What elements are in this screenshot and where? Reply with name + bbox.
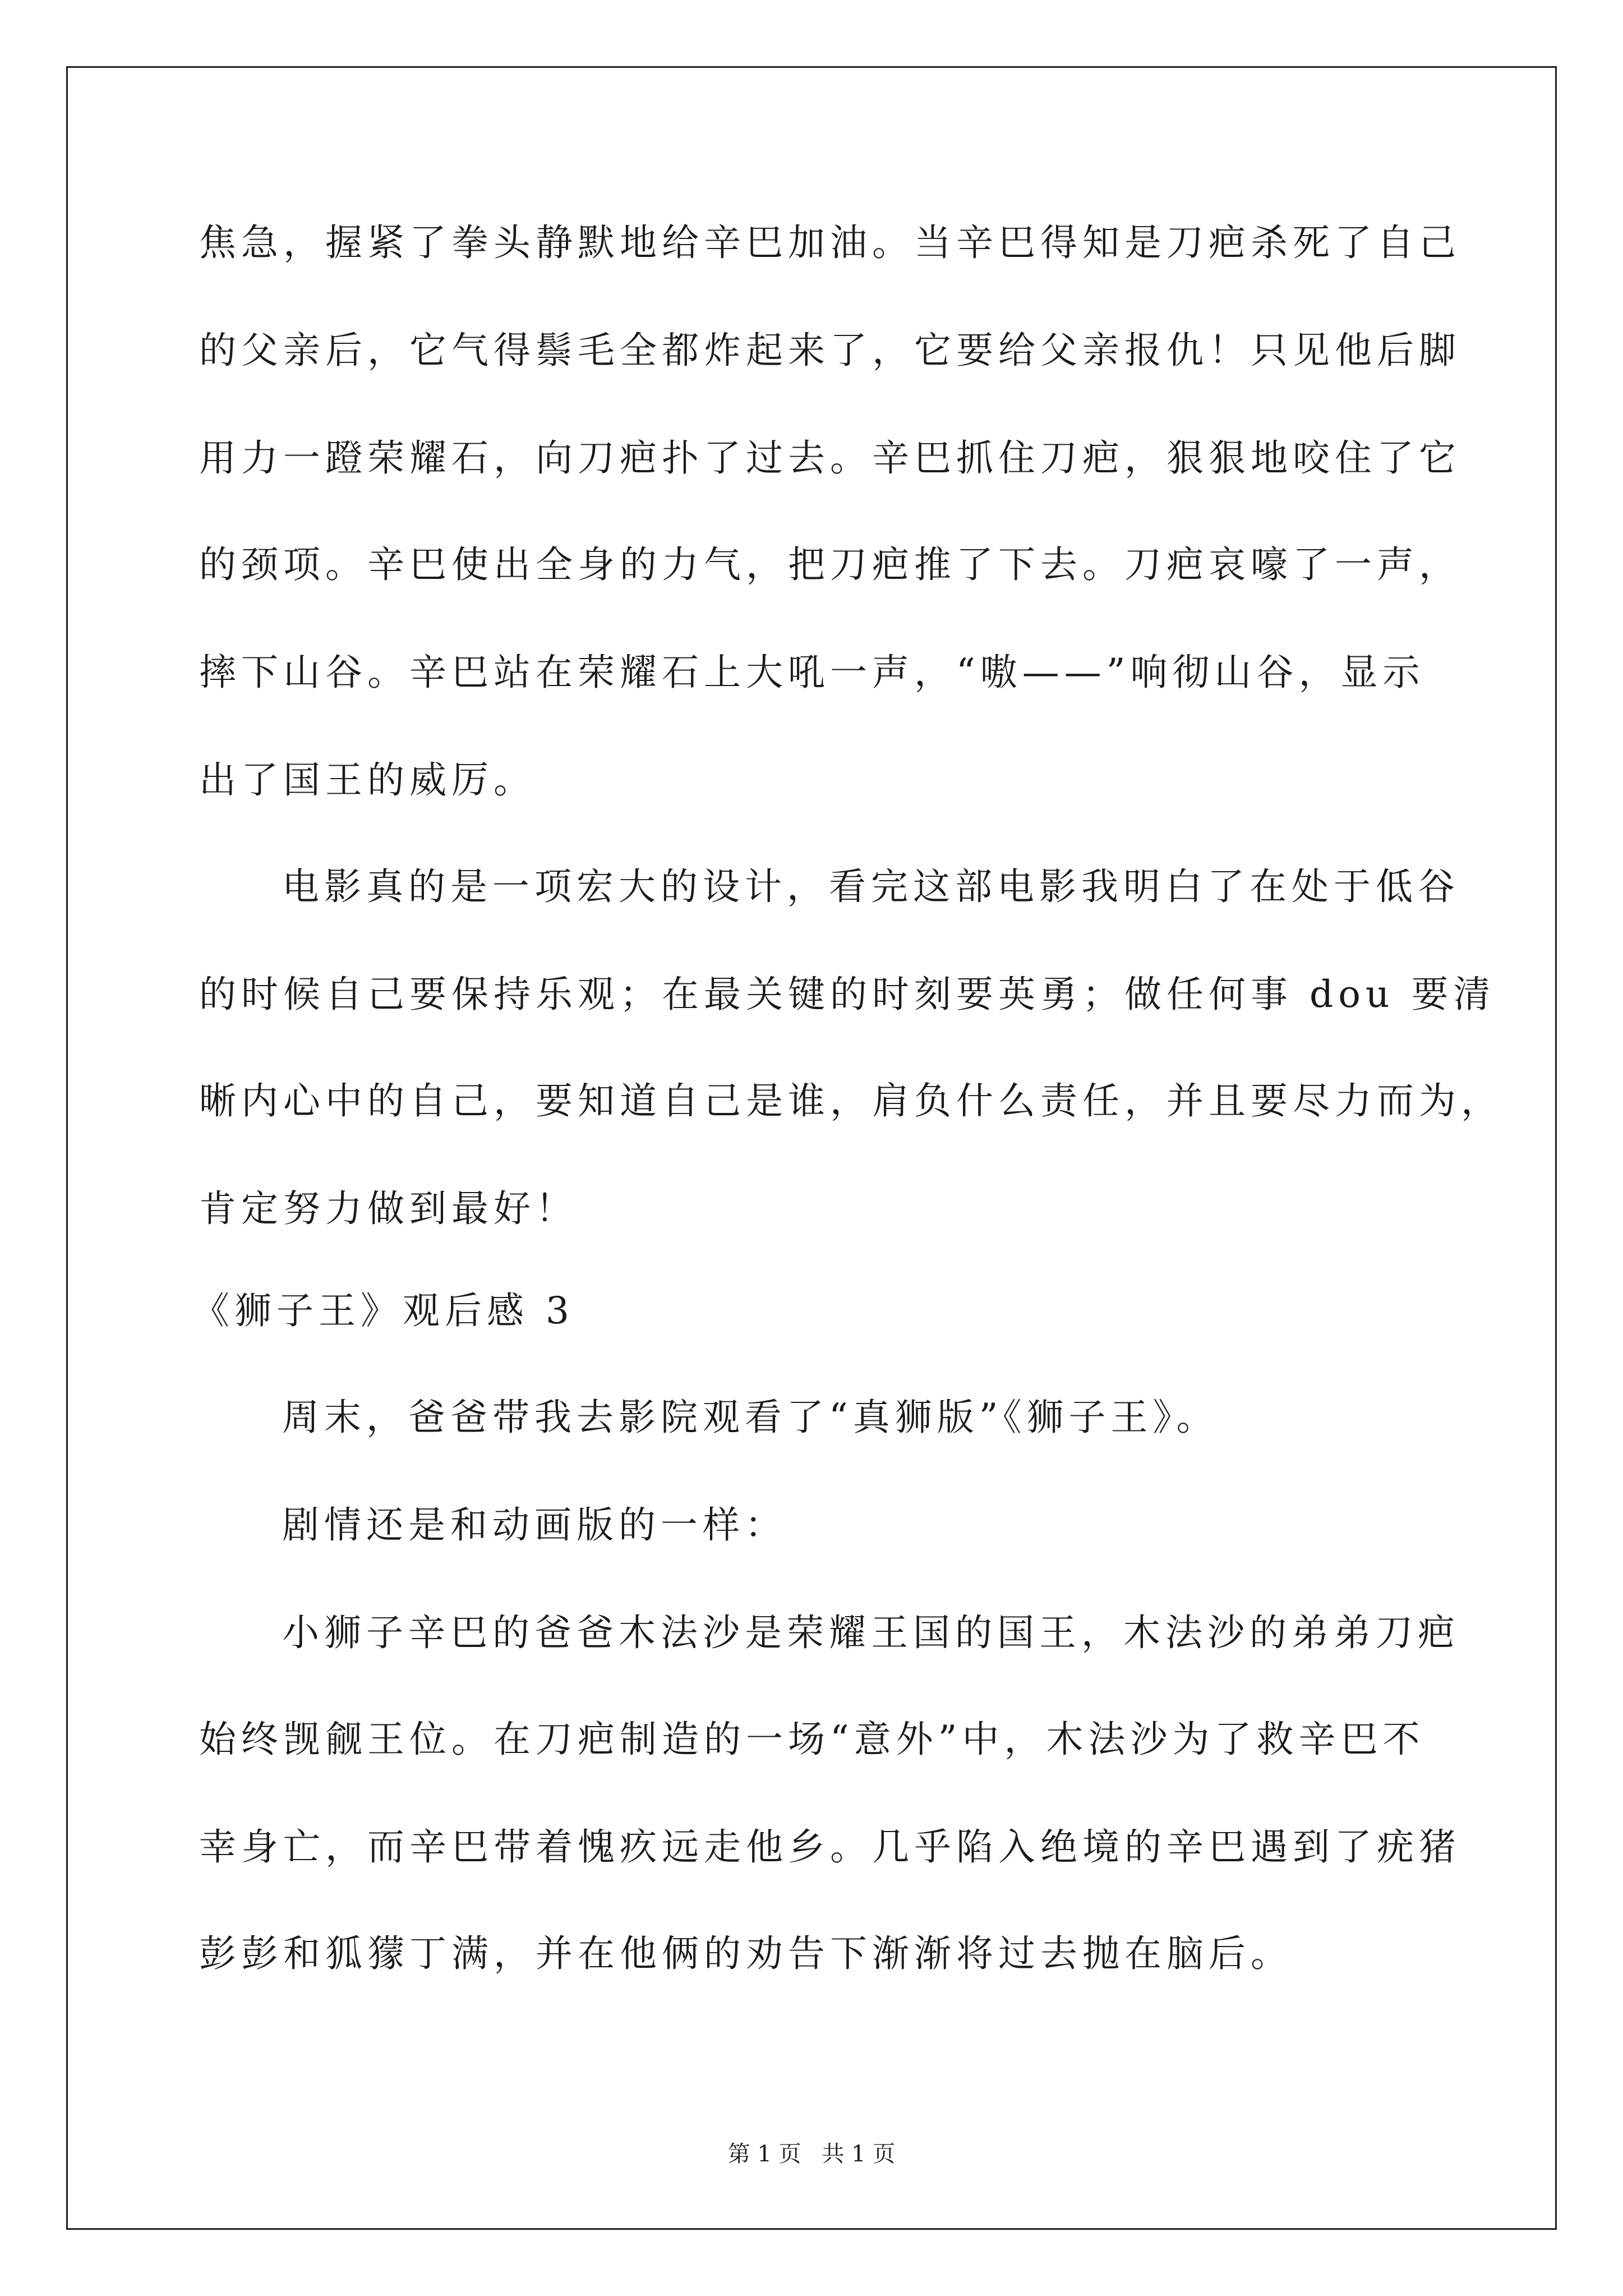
paragraph-line: 用力一蹬荣耀石，向刀疤扑了过去。辛巴抓住刀疤，狠狠地咬住了它 bbox=[199, 436, 1461, 480]
paragraph-line: 周末，爸爸带我去影院观看了“真狮版”《狮子王》。 bbox=[282, 1396, 1219, 1439]
paragraph-line: 始终觊觎王位。在刀疤制造的一场“意外”中，木法沙为了救辛巴不 bbox=[199, 1718, 1425, 1761]
page-border bbox=[66, 66, 1557, 2230]
paragraph-line: 的颈项。辛巴使出全身的力气，把刀疤推了下去。刀疤哀嚎了一声， bbox=[199, 543, 1461, 586]
page-total: 共 1 页 bbox=[822, 2141, 896, 2167]
page-footer bbox=[0, 2140, 1623, 2168]
paragraph-line: 肯定努力做到最好！ bbox=[199, 1187, 578, 1230]
paragraph-line: 小狮子辛巴的爸爸木法沙是荣耀王国的国王，木法沙的弟弟刀疤 bbox=[282, 1611, 1460, 1654]
paragraph-line: 剧情还是和动画版的一样： bbox=[282, 1503, 787, 1547]
page-number: 第 1 页 bbox=[727, 2141, 801, 2167]
paragraph-line: 彭彭和狐獴丁满，并在他俩的劝告下渐渐将过去抛在脑后。 bbox=[199, 1932, 1293, 1975]
paragraph-line: 出了国王的威厉。 bbox=[199, 758, 536, 802]
paragraph-line: 的父亲后，它气得鬃毛全都炸起来了，它要给父亲报仇！只见他后脚 bbox=[199, 329, 1461, 372]
paragraph-line: 焦急，握紧了拳头静默地给辛巴加油。当辛巴得知是刀疤杀死了自己 bbox=[199, 221, 1461, 264]
paragraph-line: 幸身亡，而辛巴带着愧疚远走他乡。几乎陷入绝境的辛巴遇到了疣猪 bbox=[199, 1825, 1461, 1869]
paragraph-line: 电影真的是一项宏大的设计，看完这部电影我明白了在处于低谷 bbox=[282, 865, 1460, 908]
paragraph-line: 晰内心中的自己，要知道自己是谁，肩负什么责任，并且要尽力而为， bbox=[199, 1079, 1503, 1122]
section-heading: 《狮子王》观后感 3 bbox=[192, 1289, 574, 1332]
paragraph-line: 摔下山谷。辛巴站在荣耀石上大吼一声，“嗷——”响彻山谷，显示 bbox=[199, 651, 1425, 694]
paragraph-line: 的时候自己要保持乐观；在最关键的时刻要英勇；做任何事 dou 要清 bbox=[199, 973, 1496, 1016]
